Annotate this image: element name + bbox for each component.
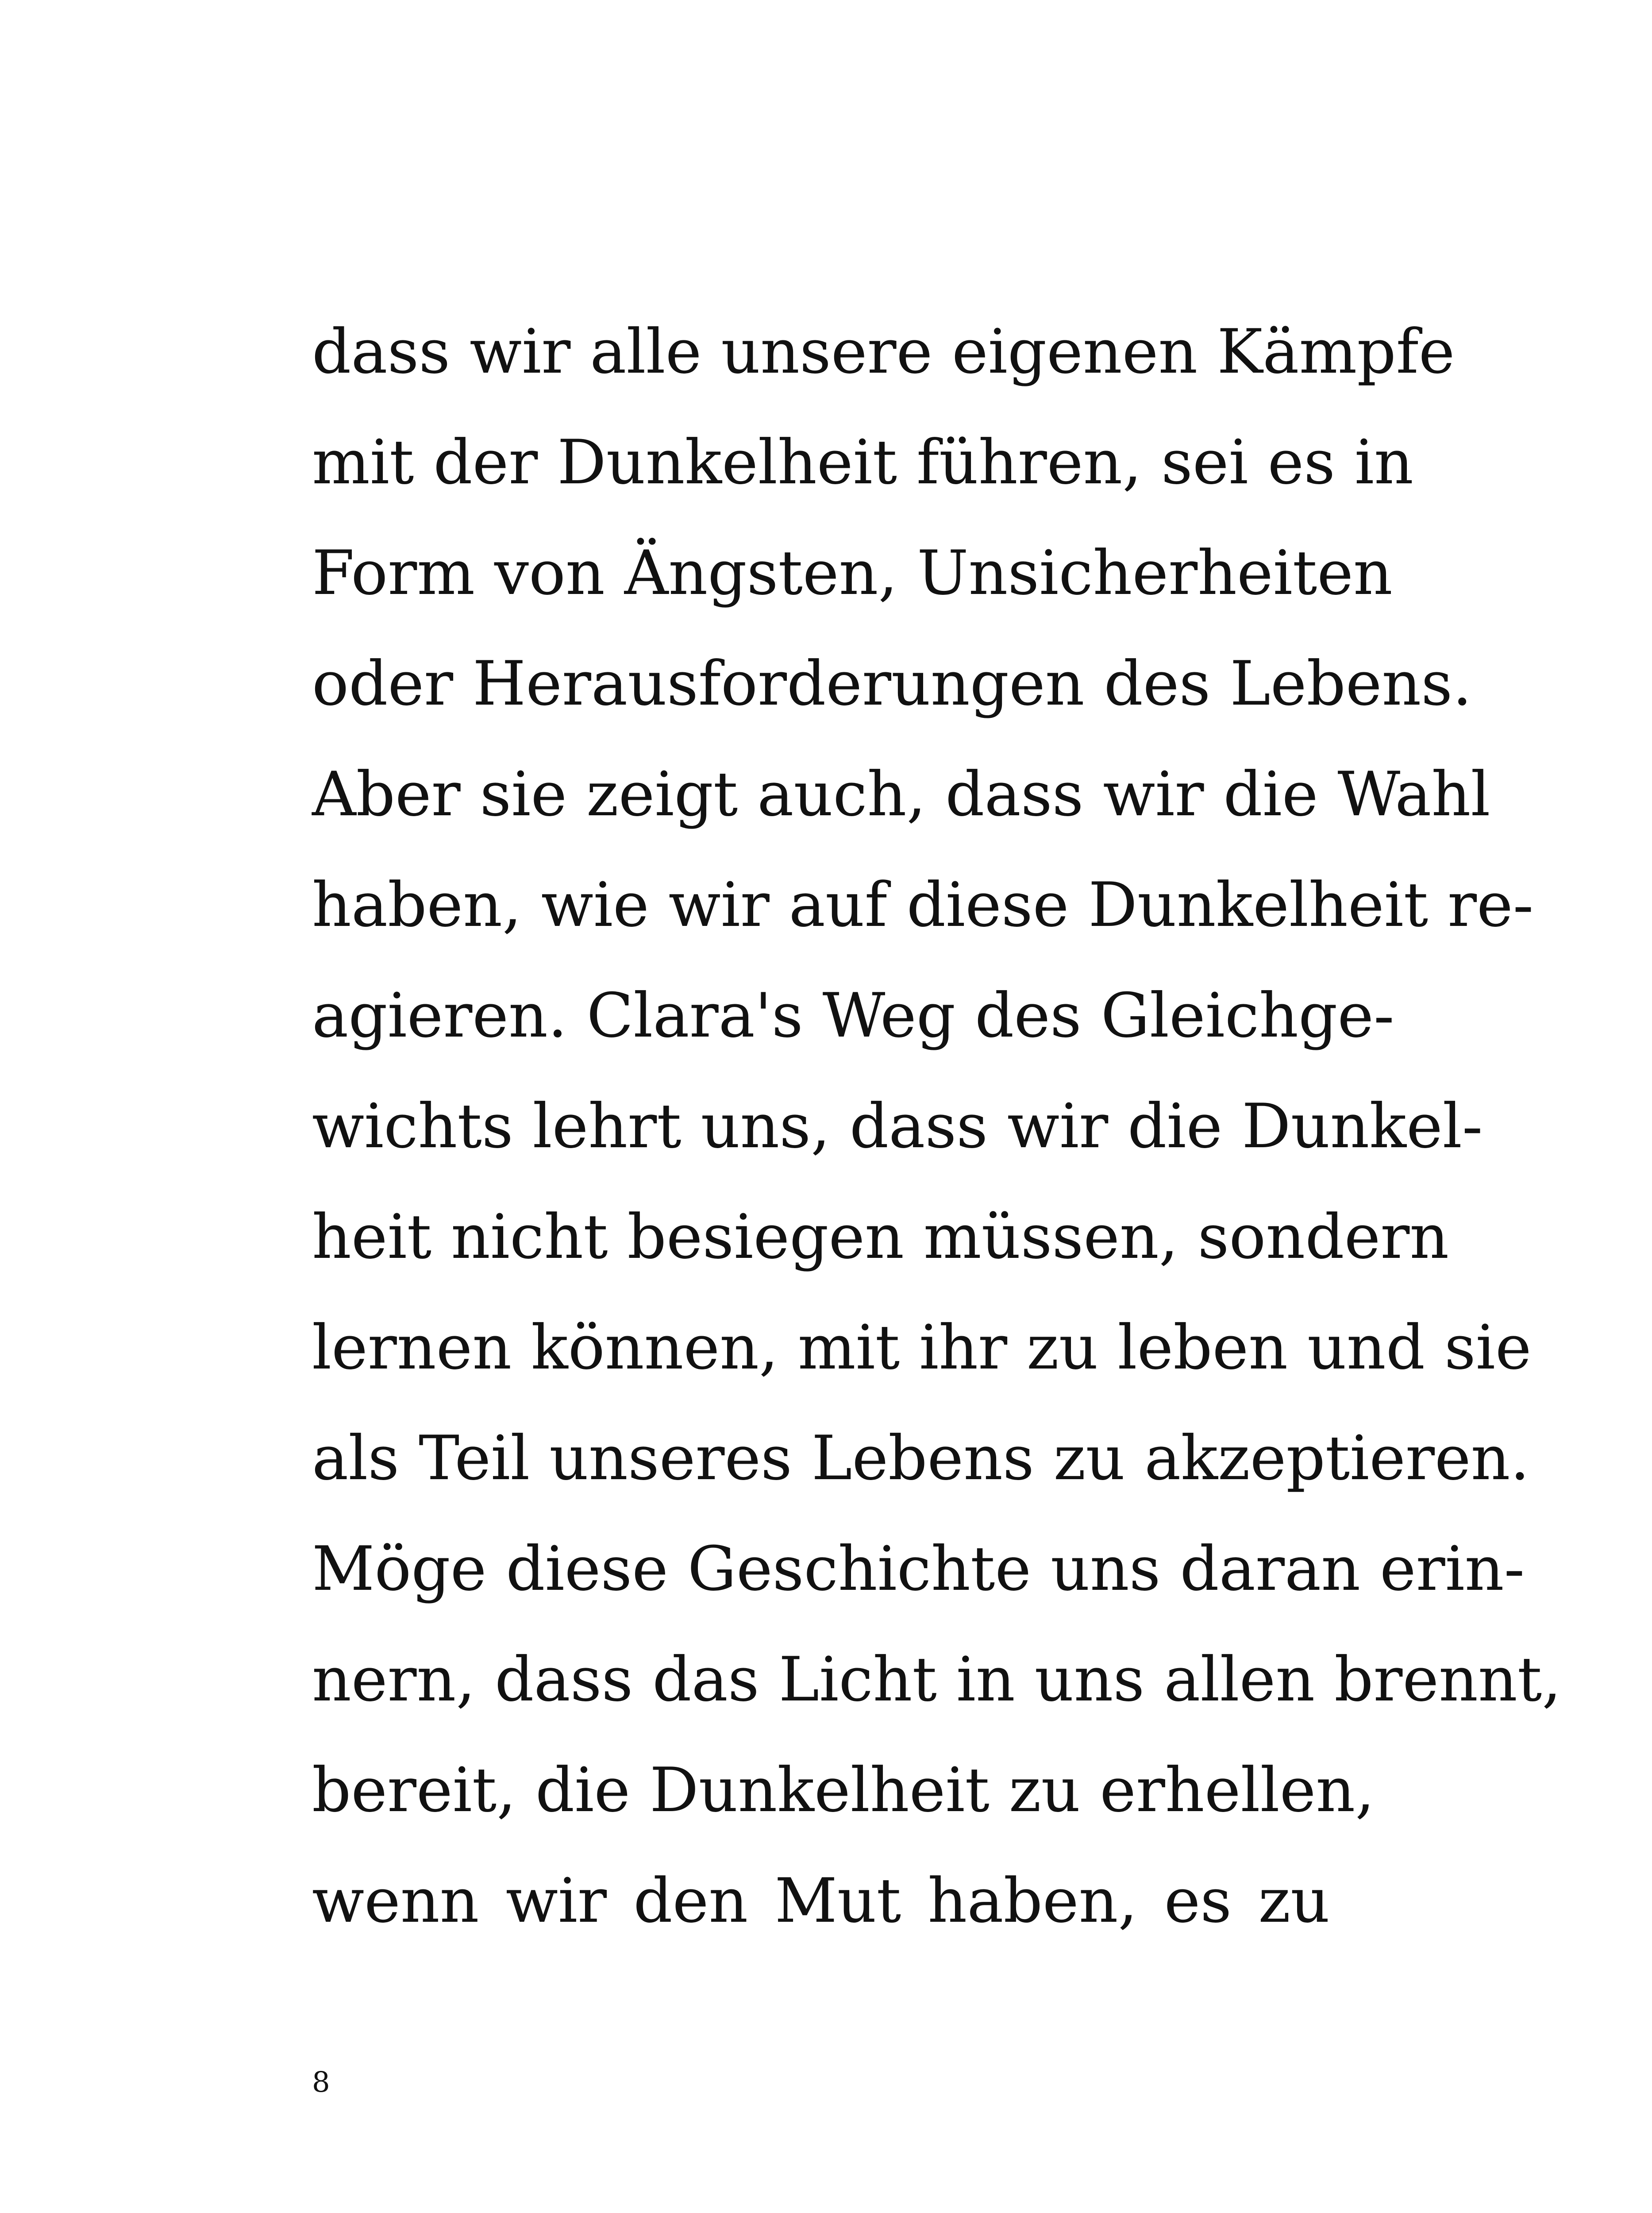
text-line: haben, wie wir auf diese Dunkelheit re- bbox=[312, 869, 1534, 941]
text-line: lernen können, mit ihr zu leben und sie bbox=[312, 1312, 1532, 1383]
text-line: Aber sie zeigt auch, dass wir die Wahl bbox=[312, 759, 1490, 830]
text-line: Möge diese Geschichte uns daran erin- bbox=[312, 1533, 1525, 1604]
text-line: als Teil unseres Lebens zu akzeptieren. bbox=[312, 1423, 1530, 1494]
text-line: oder Herausforderungen des Lebens. bbox=[312, 648, 1472, 719]
text-line: heit nicht besiegen müssen, sondern bbox=[312, 1201, 1449, 1272]
text-line: bereit, die Dunkelheit zu erhellen, bbox=[312, 1754, 1375, 1826]
text-line: mit der Dunkelheit führen, sei es in bbox=[312, 427, 1413, 498]
text-line: Form von Ängsten, Unsicherheiten bbox=[312, 537, 1393, 609]
text-line: wenn wir den Mut haben, es zu bbox=[312, 1865, 1330, 1936]
text-line: nern, dass das Licht in uns allen brennt, bbox=[312, 1644, 1562, 1715]
text-line: wichts lehrt uns, dass wir die Dunkel- bbox=[312, 1091, 1483, 1162]
page-number: 8 bbox=[312, 2066, 330, 2099]
text-line: agieren. Clara's Weg des Gleichge- bbox=[312, 980, 1394, 1051]
text-line: dass wir alle unsere eigenen Kämpfe bbox=[312, 316, 1455, 387]
body-text bbox=[312, 297, 1562, 1956]
